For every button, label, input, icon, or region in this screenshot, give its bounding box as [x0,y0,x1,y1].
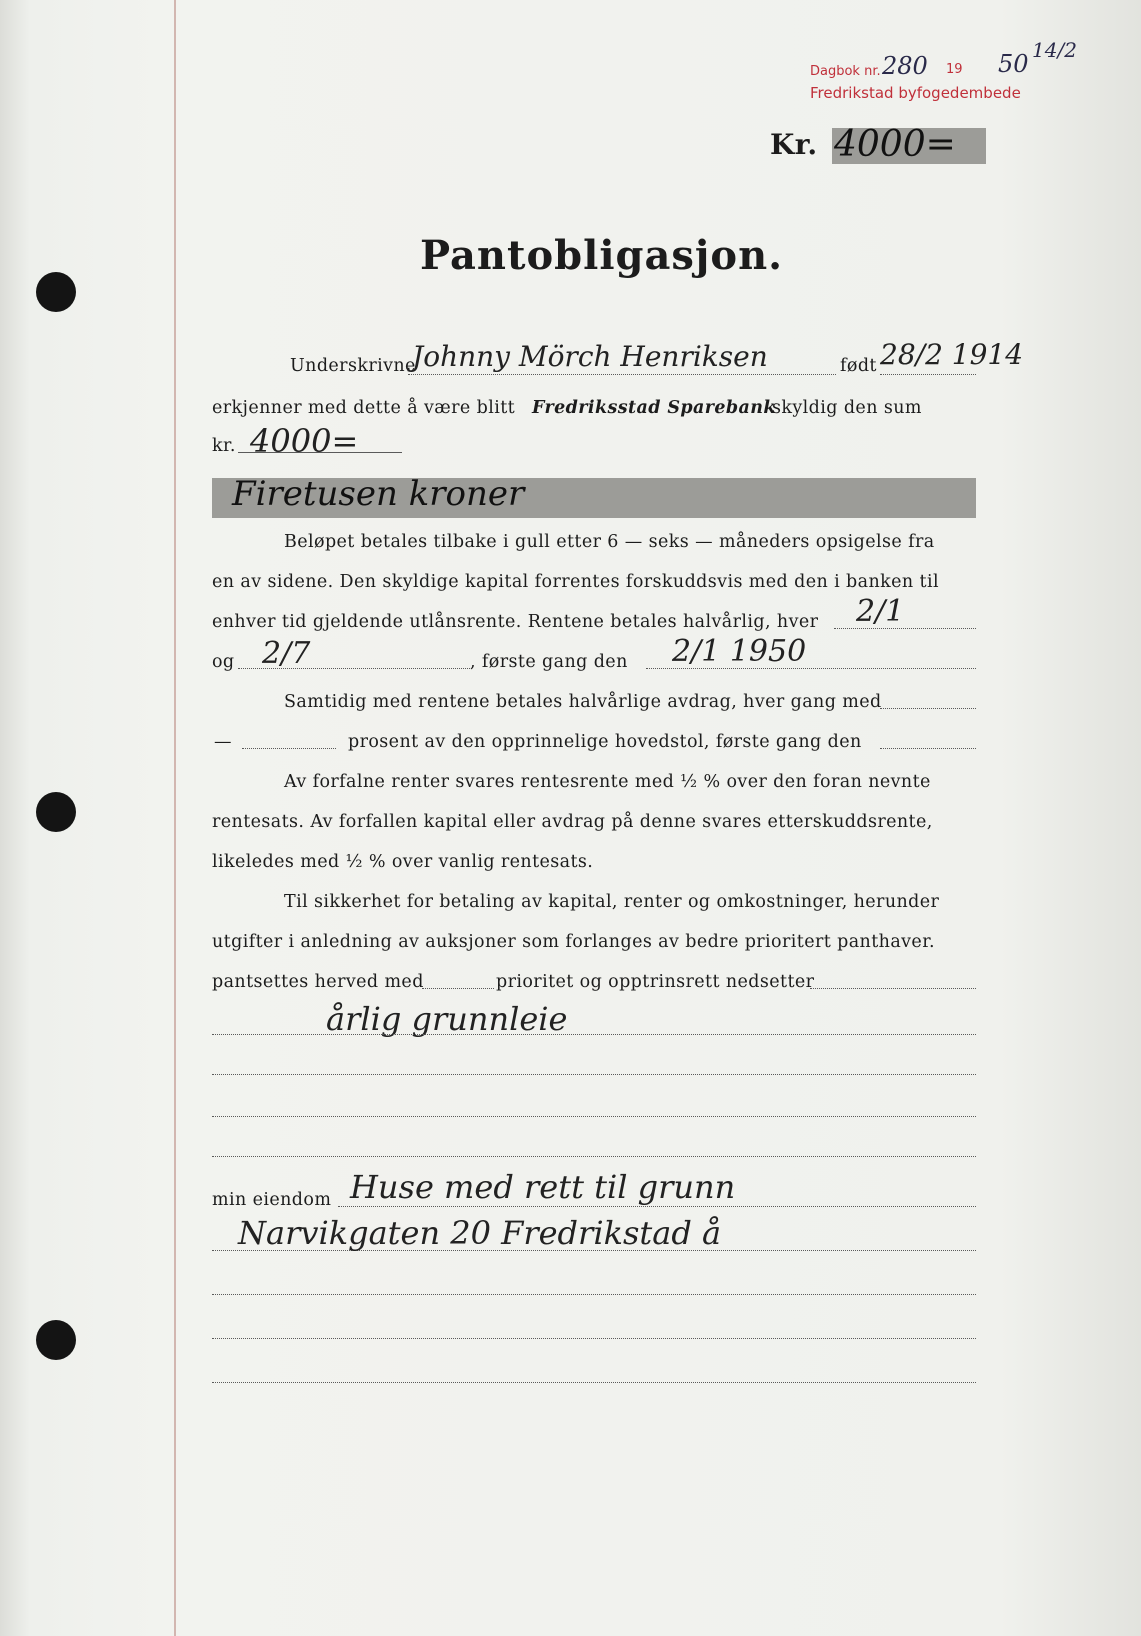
year-prefix: 19 [946,62,963,77]
property-line-2: Narvikgaten 20 Fredrikstad å [238,1214,722,1252]
og-label: og [212,652,235,672]
security-line-3a: pantsettes herved med [212,972,424,992]
interest-date-2: 2/7 [262,636,311,671]
security-line-1: Til sikkerhet for betaling av kapital, renter og omkostninger, herunder [284,892,940,912]
margin-rule [174,0,176,1636]
amount-header-value: 4000= [834,124,956,165]
dagbok-label: Dagbok nr. [810,64,881,79]
document-title: Pantobligasjon. [420,232,784,279]
pledge-value: årlig grunnleie [326,1000,568,1038]
property-label: min eiendom [212,1190,332,1210]
stamp-date: 14/2 [1032,38,1077,62]
repayment-line-2: en av sidene. Den skyldige kapital forrentes forskuddsvis med den i banken til [212,572,939,592]
amount-words: Firetusen kroner [232,474,525,514]
bank-name: Fredriksstad Sparebank [532,398,776,418]
kr-value: 4000= [250,422,359,460]
punch-hole [36,792,76,832]
first-payment-value: 2/1 1950 [672,634,807,669]
property-line-1: Huse med rett til grunn [350,1168,736,1206]
interest-date-1: 2/1 [856,594,905,629]
year: 50 [998,50,1029,78]
fodt-value: 28/2 1914 [880,338,1024,371]
installment-dash: — [214,732,232,752]
security-line-3b: prioritet og opptrinsrett nedsetter [496,972,815,992]
underskrivne-value: Johnny Mörch Henriksen [412,340,768,373]
underskrivne-label: Underskrivne [290,356,416,376]
installment-line-2: prosent av den opprinnelige hovedstol, første gang den [348,732,862,752]
installment-line-1: Samtidig med rentene betales halvårlige avdrag, hver gang med [284,692,882,712]
office-name: Fredrikstad byfogedembede [810,84,1021,102]
kr-label: kr. [212,436,236,456]
punch-hole [36,272,76,312]
amount-header-label: Kr. [770,128,818,161]
late-interest-line-2: rentesats. Av forfallen kapital eller avdrag på denne svares etterskuddsrente, [212,812,933,832]
repayment-line-3: enhver tid gjeldende utlånsrente. Rentene betales halvårlig, hver [212,612,819,632]
late-interest-line-1: Av forfalne renter svares rentesrente med ½ % over den foran nevnte [284,772,931,792]
late-interest-line-3: likeledes med ½ % over vanlig rentesats. [212,852,594,872]
fodt-label: født [840,356,877,376]
repayment-line-1: Beløpet betales tilbake i gull etter 6 — seks — måneders opsigelse fra [284,532,935,552]
acknowledge-end: skyldig den sum [772,398,922,418]
security-line-2: utgifter i anledning av auksjoner som forlanges av bedre prioritert panthaver. [212,932,935,952]
punch-hole [36,1320,76,1360]
dagbok-number: 280 [882,52,928,80]
first-payment-label: , første gang den [470,652,628,672]
acknowledge-text: erkjenner med dette å være blitt [212,398,516,418]
